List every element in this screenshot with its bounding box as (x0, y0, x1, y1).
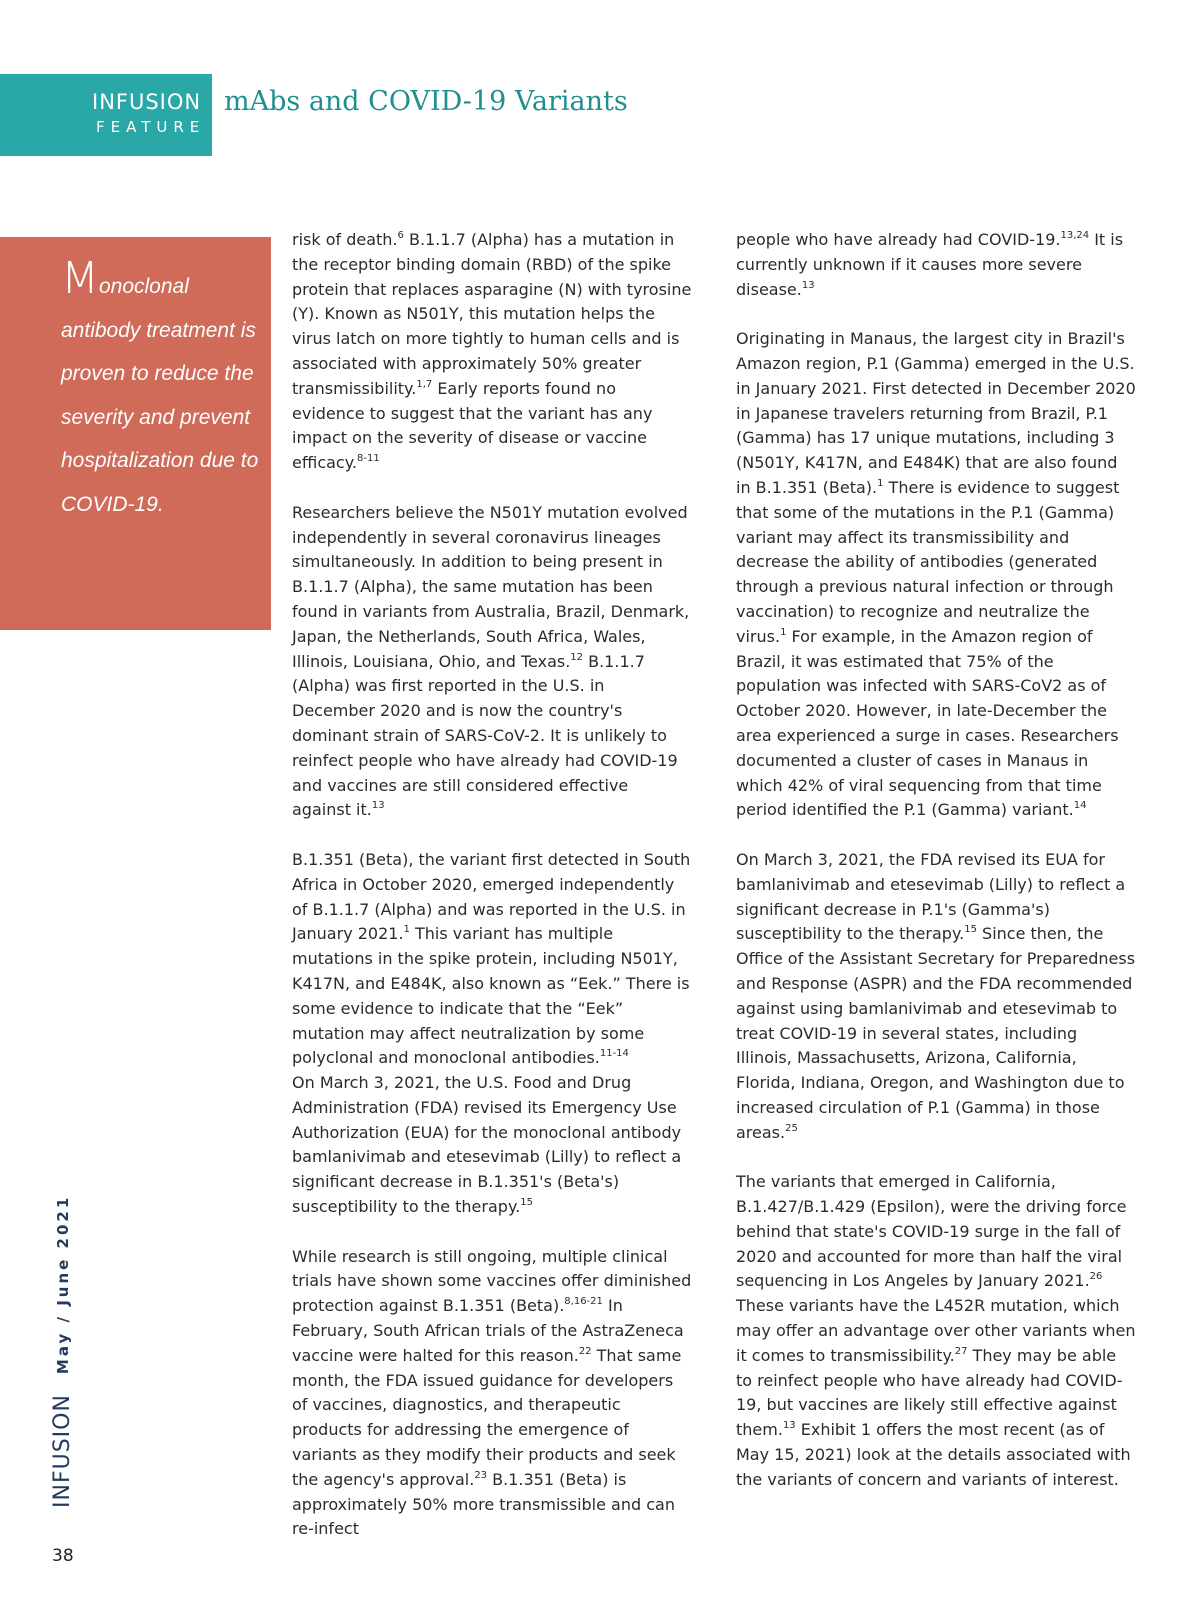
paragraph: On March 3, 2021, the FDA revised its EUA for bamlanivimab and etesevimab (Lilly) to reflect a significant decrease in P.1's (Gamma's) susceptibility to the therapy.$^{15}$ Since then, the Office of the Assistant Secretary for Preparedness and Response (ASPR) and the FDA recommended against using bamlanivimab and etesevimab to treat COVID-19 in several states, including Illinois, Massachusetts, Arizona, California, Florida, Indiana, Oregon, and Washington due to increased circulation of P.1 (Gamma) in those areas.$^{25}$ (736, 849, 1136, 1142)
right-column (736, 228, 1136, 1517)
paragraph: The variants that emerged in California, B.1.427/B.1.429 (Epsilon), were the driving force behind that state's COVID-19 surge in the fall of 2020 and accounted for more than half the viral sequencing in Los Angeles by January 2021.26 These variants have the L452R mutation, which may offer an advantage over other variants when it comes to transmissibility.$^{27}$ They may be able to reinfect people who have already had COVID-19, but vaccines are likely still effective against them.$^{13}$ Exhibit 1 offers the most recent (as of May 15, 2021) look at the details associated with the variants of concern and variants of interest. (736, 1172, 1136, 1489)
paragraph: While research is still ongoing, multiple clinical trials have shown some vaccines offer diminished protection against B.1.351 (Beta).$^{8,16-21}$ In February, South African trials of the AstraZeneca vaccine were halted for this reason.$^{22}$ That same month, the FDA issued guidance for developers of vaccines, diagnostics, and therapeutic products for addressing the emergence of variants as they modify their products and seek the agency's approval.$^{23}$ B.1.351 (Beta) is approximately 50% more transmissible and can re-infect (292, 1246, 692, 1539)
pull-quote-text: onoclonal antibody treatment is proven to reduce the severity and prevent hospitalization due to COVID-19. (61, 275, 259, 516)
brand-feature-label: FEATURE (96, 118, 206, 136)
brand-logo: INFUSION (92, 90, 202, 114)
article-title: mAbs and COVID-19 Variants (224, 86, 628, 117)
paragraph: B.1.351 (Beta), the variant first detected in South Africa in October 2020, emerged independently of B.1.1.7 (Alpha) and was reported in the U.S. in January 2021.$^1$ This variant has multiple mutations in the spike protein, including N501Y, K417N, and E484K, also known as “Eek.” There is some evidence to indicate that the “Eek” mutation may affect neutralization by some polyclonal and monoclonal antibodies.$^{11-14}$ (292, 849, 691, 1068)
issue-date: May / June 2021 (53, 1194, 72, 1375)
paragraph: Originating in Manaus, the largest city in Brazil's Amazon region, P.1 (Gamma) emerged in the U.S. in January 2021. First detected in December 2020 in Japanese travelers returning from Brazil, P.1 (Gamma) has 17 unique mutations, including 3 (N501Y, K417N, and E484K) that are also found in B.1.351 (Beta).$^1$ There is evidence to suggest that some of the mutations in the P.1 (Gamma) variant may affect its transmissibility and decrease the ability of antibodies (generated through a previous natural infection or through vaccination) to recognize and neutralize the virus.$^1$ For example, in the Amazon region of Brazil, it was estimated that 75% of the population was infected with SARS-CoV2 as of October 2020. However, in late-December the area experienced a surge in cases. Researchers documented a cluster of cases in Manaus in which 42% of viral sequencing from that time period identified the P.1 (Gamma) variant.$^{14}$ (736, 329, 1136, 820)
paragraph: Researchers believe the N501Y mutation evolved independently in several coronavirus lineages simultaneously. In addition to being present in B.1.1.7 (Alpha), the same mutation has been found in variants from Australia, Brazil, Denmark, Japan, the Netherlands, South Africa, Wales, Illinois, Louisiana, Ohio, and Texas.$^{12}$ B.1.1.7 (Alpha) was first reported in the U.S. in December 2020 and is now the country's dominant strain of SARS-CoV-2. It is unlikely to reinfect people who have already had COVID-19 and vaccines are still considered effective against it.$^{13}$ (292, 502, 690, 820)
header-band (0, 74, 212, 156)
pull-quote-drop-cap: M (61, 253, 99, 304)
pull-quote (61, 253, 261, 527)
page-number: 38 (52, 1546, 74, 1566)
footer-logo: INFUSION (50, 1394, 75, 1508)
paragraph: people who have already had COVID-19.$^{13,24}$ It is currently unknown if it causes more severe disease.$^{13}$ (736, 230, 1124, 299)
paragraph: risk of death.$^6$ B.1.1.7 (Alpha) has a mutation in the receptor binding domain (RBD) of the spike protein that replaces asparagine (N) with tyrosine (Y). Known as N501Y, this mutation helps the virus latch on more tightly to human cells and is associated with approximately 50% greater transmissibility.$^{1,7}$ Early reports found no evidence to suggest that the variant has any impact on the severity of disease or vaccine efficacy.$^{8-11}$ (292, 230, 692, 473)
paragraph: On March 3, 2021, the U.S. Food and Drug Administration (FDA) revised its Emergency Use Authorization (EUA) for the monoclonal antibody bamlanivimab and etesevimab (Lilly) to reflect a significant decrease in B.1.351's (Beta's) susceptibility to the therapy.$^{15}$ (292, 1073, 682, 1217)
left-column (292, 228, 692, 1567)
vertical-footer (50, 1195, 75, 1508)
